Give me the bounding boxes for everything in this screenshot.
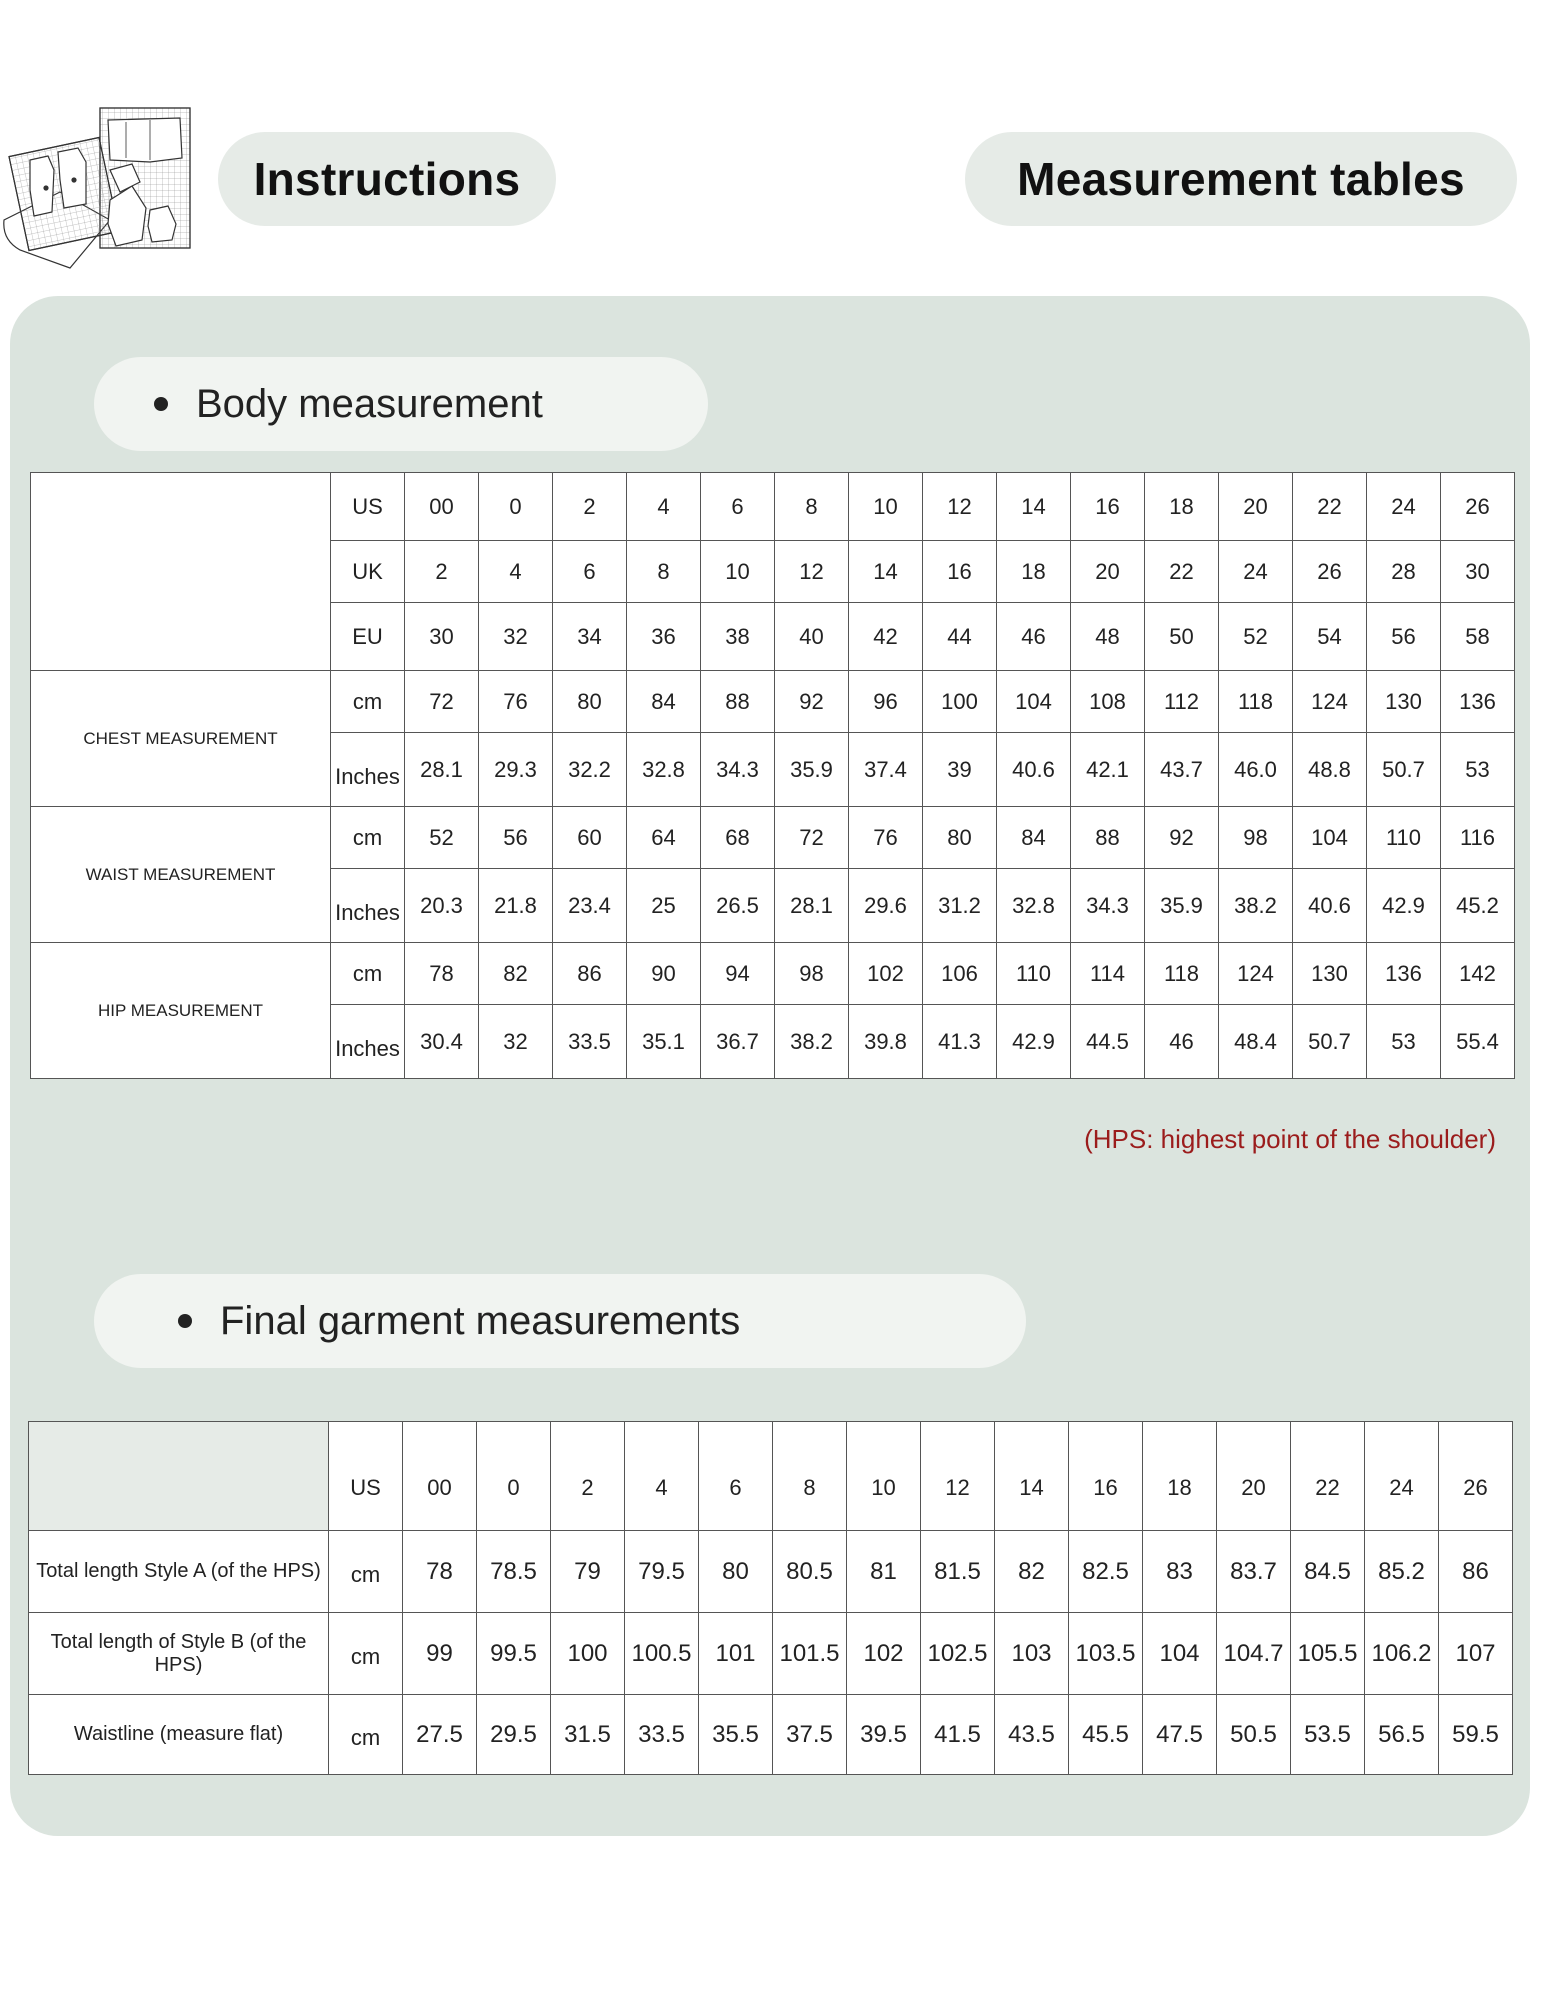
size-cell: 18: [997, 541, 1071, 603]
size-cell: 38: [701, 603, 775, 671]
value-cell: 100: [551, 1613, 625, 1695]
value-cell: 42.1: [1071, 733, 1145, 807]
value-cell: 110: [997, 943, 1071, 1005]
value-cell: 33.5: [553, 1005, 627, 1079]
unit-label: cm: [331, 943, 405, 1005]
size-cell: 4: [627, 473, 701, 541]
size-cell: 24: [1219, 541, 1293, 603]
value-cell: 21.8: [479, 869, 553, 943]
value-cell: 82: [479, 943, 553, 1005]
size-cell: 48: [1071, 603, 1145, 671]
size-cell: 36: [627, 603, 701, 671]
size-cell: 12: [923, 473, 997, 541]
value-cell: 68: [701, 807, 775, 869]
final-garment-heading: [94, 1274, 1026, 1368]
value-cell: 55.4: [1441, 1005, 1515, 1079]
value-cell: 35.1: [627, 1005, 701, 1079]
measurement-tables-label: Measurement tables: [1017, 153, 1465, 205]
size-cell: 8: [773, 1422, 847, 1531]
value-cell: 104.7: [1217, 1613, 1291, 1695]
size-cell: 24: [1367, 473, 1441, 541]
value-cell: 30.4: [405, 1005, 479, 1079]
size-cell: 2: [551, 1422, 625, 1531]
value-cell: 81: [847, 1531, 921, 1613]
value-cell: 116: [1441, 807, 1515, 869]
value-cell: 102.5: [921, 1613, 995, 1695]
value-cell: 26.5: [701, 869, 775, 943]
value-cell: 38.2: [775, 1005, 849, 1079]
size-system-label: US: [329, 1422, 403, 1531]
value-cell: 34.3: [701, 733, 775, 807]
value-cell: 27.5: [403, 1695, 477, 1775]
size-cell: 20: [1071, 541, 1145, 603]
size-cell: 8: [627, 541, 701, 603]
size-cell: 22: [1291, 1422, 1365, 1531]
unit-label: Inches: [331, 869, 405, 943]
value-cell: 136: [1367, 943, 1441, 1005]
value-cell: 40.6: [1293, 869, 1367, 943]
value-cell: 100.5: [625, 1613, 699, 1695]
value-cell: 32: [479, 1005, 553, 1079]
size-row: [31, 473, 1515, 541]
size-cell: 6: [699, 1422, 773, 1531]
size-cell: 30: [1441, 541, 1515, 603]
value-cell: 72: [775, 807, 849, 869]
value-cell: 29.6: [849, 869, 923, 943]
size-cell: 2: [553, 473, 627, 541]
size-cell: 52: [1219, 603, 1293, 671]
value-cell: 53: [1367, 1005, 1441, 1079]
value-cell: 50.7: [1293, 1005, 1367, 1079]
value-cell: 53: [1441, 733, 1515, 807]
garment-measure-label: Total length Style A (of the HPS): [29, 1531, 329, 1613]
value-cell: 86: [553, 943, 627, 1005]
value-cell: 32.2: [553, 733, 627, 807]
garment-row: [29, 1613, 1513, 1695]
value-cell: 80: [553, 671, 627, 733]
value-cell: 25: [627, 869, 701, 943]
value-cell: 99.5: [477, 1613, 551, 1695]
measurement-row: [31, 671, 1515, 733]
value-cell: 28.1: [405, 733, 479, 807]
value-cell: 50.7: [1367, 733, 1441, 807]
size-cell: 16: [923, 541, 997, 603]
size-cell: 58: [1441, 603, 1515, 671]
blank-corner-cell: [31, 473, 331, 671]
final-garment-table: [28, 1421, 1513, 1775]
size-cell: 0: [477, 1422, 551, 1531]
value-cell: 99: [403, 1613, 477, 1695]
value-cell: 72: [405, 671, 479, 733]
value-cell: 110: [1367, 807, 1441, 869]
size-cell: 18: [1145, 473, 1219, 541]
value-cell: 76: [479, 671, 553, 733]
value-cell: 43.7: [1145, 733, 1219, 807]
value-cell: 41.5: [921, 1695, 995, 1775]
value-cell: 101.5: [773, 1613, 847, 1695]
size-cell: 00: [405, 473, 479, 541]
value-cell: 31.2: [923, 869, 997, 943]
value-cell: 142: [1441, 943, 1515, 1005]
value-cell: 85.2: [1365, 1531, 1439, 1613]
value-cell: 98: [1219, 807, 1293, 869]
garment-row: [29, 1531, 1513, 1613]
value-cell: 29.3: [479, 733, 553, 807]
unit-label: cm: [329, 1695, 403, 1775]
value-cell: 106: [923, 943, 997, 1005]
instructions-label: Instructions: [253, 153, 521, 205]
value-cell: 83: [1143, 1531, 1217, 1613]
unit-label: cm: [331, 807, 405, 869]
value-cell: 50.5: [1217, 1695, 1291, 1775]
size-cell: 10: [701, 541, 775, 603]
bullet-icon: [178, 1314, 192, 1328]
size-cell: 10: [849, 473, 923, 541]
value-cell: 94: [701, 943, 775, 1005]
value-cell: 130: [1293, 943, 1367, 1005]
value-cell: 78.5: [477, 1531, 551, 1613]
value-cell: 39.5: [847, 1695, 921, 1775]
value-cell: 80: [699, 1531, 773, 1613]
size-cell: 34: [553, 603, 627, 671]
value-cell: 130: [1367, 671, 1441, 733]
size-cell: 4: [625, 1422, 699, 1531]
size-cell: 28: [1367, 541, 1441, 603]
value-cell: 81.5: [921, 1531, 995, 1613]
value-cell: 124: [1293, 671, 1367, 733]
size-cell: 14: [995, 1422, 1069, 1531]
measurement-row: [31, 943, 1515, 1005]
value-cell: 34.3: [1071, 869, 1145, 943]
value-cell: 41.3: [923, 1005, 997, 1079]
unit-label: cm: [329, 1613, 403, 1695]
size-cell: 12: [775, 541, 849, 603]
value-cell: 40.6: [997, 733, 1071, 807]
value-cell: 79: [551, 1531, 625, 1613]
value-cell: 101: [699, 1613, 773, 1695]
size-system-label: EU: [331, 603, 405, 671]
garment-row: [29, 1695, 1513, 1775]
size-cell: 50: [1145, 603, 1219, 671]
size-cell: 20: [1219, 473, 1293, 541]
size-cell: 14: [849, 541, 923, 603]
value-cell: 37.5: [773, 1695, 847, 1775]
unit-label: cm: [329, 1531, 403, 1613]
value-cell: 35.9: [1145, 869, 1219, 943]
size-cell: 20: [1217, 1422, 1291, 1531]
value-cell: 102: [847, 1613, 921, 1695]
instructions-button[interactable]: [218, 132, 556, 226]
value-cell: 86: [1439, 1531, 1513, 1613]
value-cell: 98: [775, 943, 849, 1005]
size-header-row: [29, 1422, 1513, 1531]
size-system-label: US: [331, 473, 405, 541]
value-cell: 105.5: [1291, 1613, 1365, 1695]
value-cell: 53.5: [1291, 1695, 1365, 1775]
value-cell: 46: [1145, 1005, 1219, 1079]
value-cell: 23.4: [553, 869, 627, 943]
value-cell: 60: [553, 807, 627, 869]
value-cell: 45.5: [1069, 1695, 1143, 1775]
value-cell: 84: [627, 671, 701, 733]
measurement-tables-button[interactable]: [965, 132, 1517, 226]
value-cell: 82.5: [1069, 1531, 1143, 1613]
unit-label: Inches: [331, 1005, 405, 1079]
measurement-label: HIP MEASUREMENT: [31, 943, 331, 1079]
value-cell: 96: [849, 671, 923, 733]
size-cell: 26: [1441, 473, 1515, 541]
value-cell: 64: [627, 807, 701, 869]
value-cell: 136: [1441, 671, 1515, 733]
blank-corner-cell: [29, 1422, 329, 1531]
size-cell: 54: [1293, 603, 1367, 671]
value-cell: 43.5: [995, 1695, 1069, 1775]
size-cell: 30: [405, 603, 479, 671]
value-cell: 80.5: [773, 1531, 847, 1613]
final-garment-title: Final garment measurements: [220, 1298, 741, 1343]
value-cell: 104: [997, 671, 1071, 733]
size-system-label: UK: [331, 541, 405, 603]
body-measurement-heading: [94, 357, 708, 451]
value-cell: 103.5: [1069, 1613, 1143, 1695]
value-cell: 37.4: [849, 733, 923, 807]
body-measurement-table: [30, 472, 1515, 1079]
hps-note: (HPS: highest point of the shoulder): [1084, 1124, 1496, 1154]
value-cell: 56.5: [1365, 1695, 1439, 1775]
size-cell: 16: [1071, 473, 1145, 541]
size-cell: 8: [775, 473, 849, 541]
value-cell: 45.2: [1441, 869, 1515, 943]
value-cell: 92: [775, 671, 849, 733]
size-cell: 24: [1365, 1422, 1439, 1531]
value-cell: 35.9: [775, 733, 849, 807]
value-cell: 88: [701, 671, 775, 733]
size-cell: 14: [997, 473, 1071, 541]
size-cell: 2: [405, 541, 479, 603]
value-cell: 38.2: [1219, 869, 1293, 943]
measurement-label: CHEST MEASUREMENT: [31, 671, 331, 807]
value-cell: 92: [1145, 807, 1219, 869]
value-cell: 102: [849, 943, 923, 1005]
bullet-icon: [154, 397, 168, 411]
value-cell: 29.5: [477, 1695, 551, 1775]
value-cell: 31.5: [551, 1695, 625, 1775]
value-cell: 59.5: [1439, 1695, 1513, 1775]
size-cell: 0: [479, 473, 553, 541]
size-cell: 42: [849, 603, 923, 671]
size-cell: 10: [847, 1422, 921, 1531]
size-cell: 56: [1367, 603, 1441, 671]
value-cell: 33.5: [625, 1695, 699, 1775]
value-cell: 80: [923, 807, 997, 869]
value-cell: 107: [1439, 1613, 1513, 1695]
value-cell: 118: [1145, 943, 1219, 1005]
value-cell: 47.5: [1143, 1695, 1217, 1775]
value-cell: 83.7: [1217, 1531, 1291, 1613]
size-cell: 18: [1143, 1422, 1217, 1531]
value-cell: 124: [1219, 943, 1293, 1005]
size-cell: 44: [923, 603, 997, 671]
value-cell: 112: [1145, 671, 1219, 733]
value-cell: 44.5: [1071, 1005, 1145, 1079]
value-cell: 78: [403, 1531, 477, 1613]
body-measurement-title: Body measurement: [196, 381, 543, 426]
value-cell: 104: [1293, 807, 1367, 869]
size-cell: 6: [701, 473, 775, 541]
measurement-row: [31, 807, 1515, 869]
value-cell: 42.9: [997, 1005, 1071, 1079]
value-cell: 100: [923, 671, 997, 733]
value-cell: 46.0: [1219, 733, 1293, 807]
unit-label: Inches: [331, 733, 405, 807]
value-cell: 56: [479, 807, 553, 869]
value-cell: 28.1: [775, 869, 849, 943]
measurement-label: WAIST MEASUREMENT: [31, 807, 331, 943]
value-cell: 76: [849, 807, 923, 869]
value-cell: 84: [997, 807, 1071, 869]
value-cell: 88: [1071, 807, 1145, 869]
value-cell: 78: [405, 943, 479, 1005]
value-cell: 114: [1071, 943, 1145, 1005]
value-cell: 52: [405, 807, 479, 869]
value-cell: 36.7: [701, 1005, 775, 1079]
size-cell: 26: [1293, 541, 1367, 603]
value-cell: 48.8: [1293, 733, 1367, 807]
size-cell: 00: [403, 1422, 477, 1531]
size-cell: 16: [1069, 1422, 1143, 1531]
size-cell: 32: [479, 603, 553, 671]
value-cell: 35.5: [699, 1695, 773, 1775]
size-cell: 22: [1293, 473, 1367, 541]
size-cell: 26: [1439, 1422, 1513, 1531]
pattern-pieces-logo: [0, 100, 200, 270]
value-cell: 39.8: [849, 1005, 923, 1079]
value-cell: 108: [1071, 671, 1145, 733]
value-cell: 90: [627, 943, 701, 1005]
value-cell: 118: [1219, 671, 1293, 733]
value-cell: 32.8: [627, 733, 701, 807]
value-cell: 106.2: [1365, 1613, 1439, 1695]
value-cell: 39: [923, 733, 997, 807]
value-cell: 84.5: [1291, 1531, 1365, 1613]
value-cell: 48.4: [1219, 1005, 1293, 1079]
size-cell: 12: [921, 1422, 995, 1531]
unit-label: cm: [331, 671, 405, 733]
size-cell: 6: [553, 541, 627, 603]
size-cell: 40: [775, 603, 849, 671]
value-cell: 104: [1143, 1613, 1217, 1695]
size-cell: 22: [1145, 541, 1219, 603]
size-cell: 46: [997, 603, 1071, 671]
garment-measure-label: Total length of Style B (of the HPS): [29, 1613, 329, 1695]
value-cell: 79.5: [625, 1531, 699, 1613]
value-cell: 82: [995, 1531, 1069, 1613]
garment-measure-label: Waistline (measure flat): [29, 1695, 329, 1775]
value-cell: 103: [995, 1613, 1069, 1695]
size-cell: 4: [479, 541, 553, 603]
value-cell: 42.9: [1367, 869, 1441, 943]
value-cell: 20.3: [405, 869, 479, 943]
value-cell: 32.8: [997, 869, 1071, 943]
